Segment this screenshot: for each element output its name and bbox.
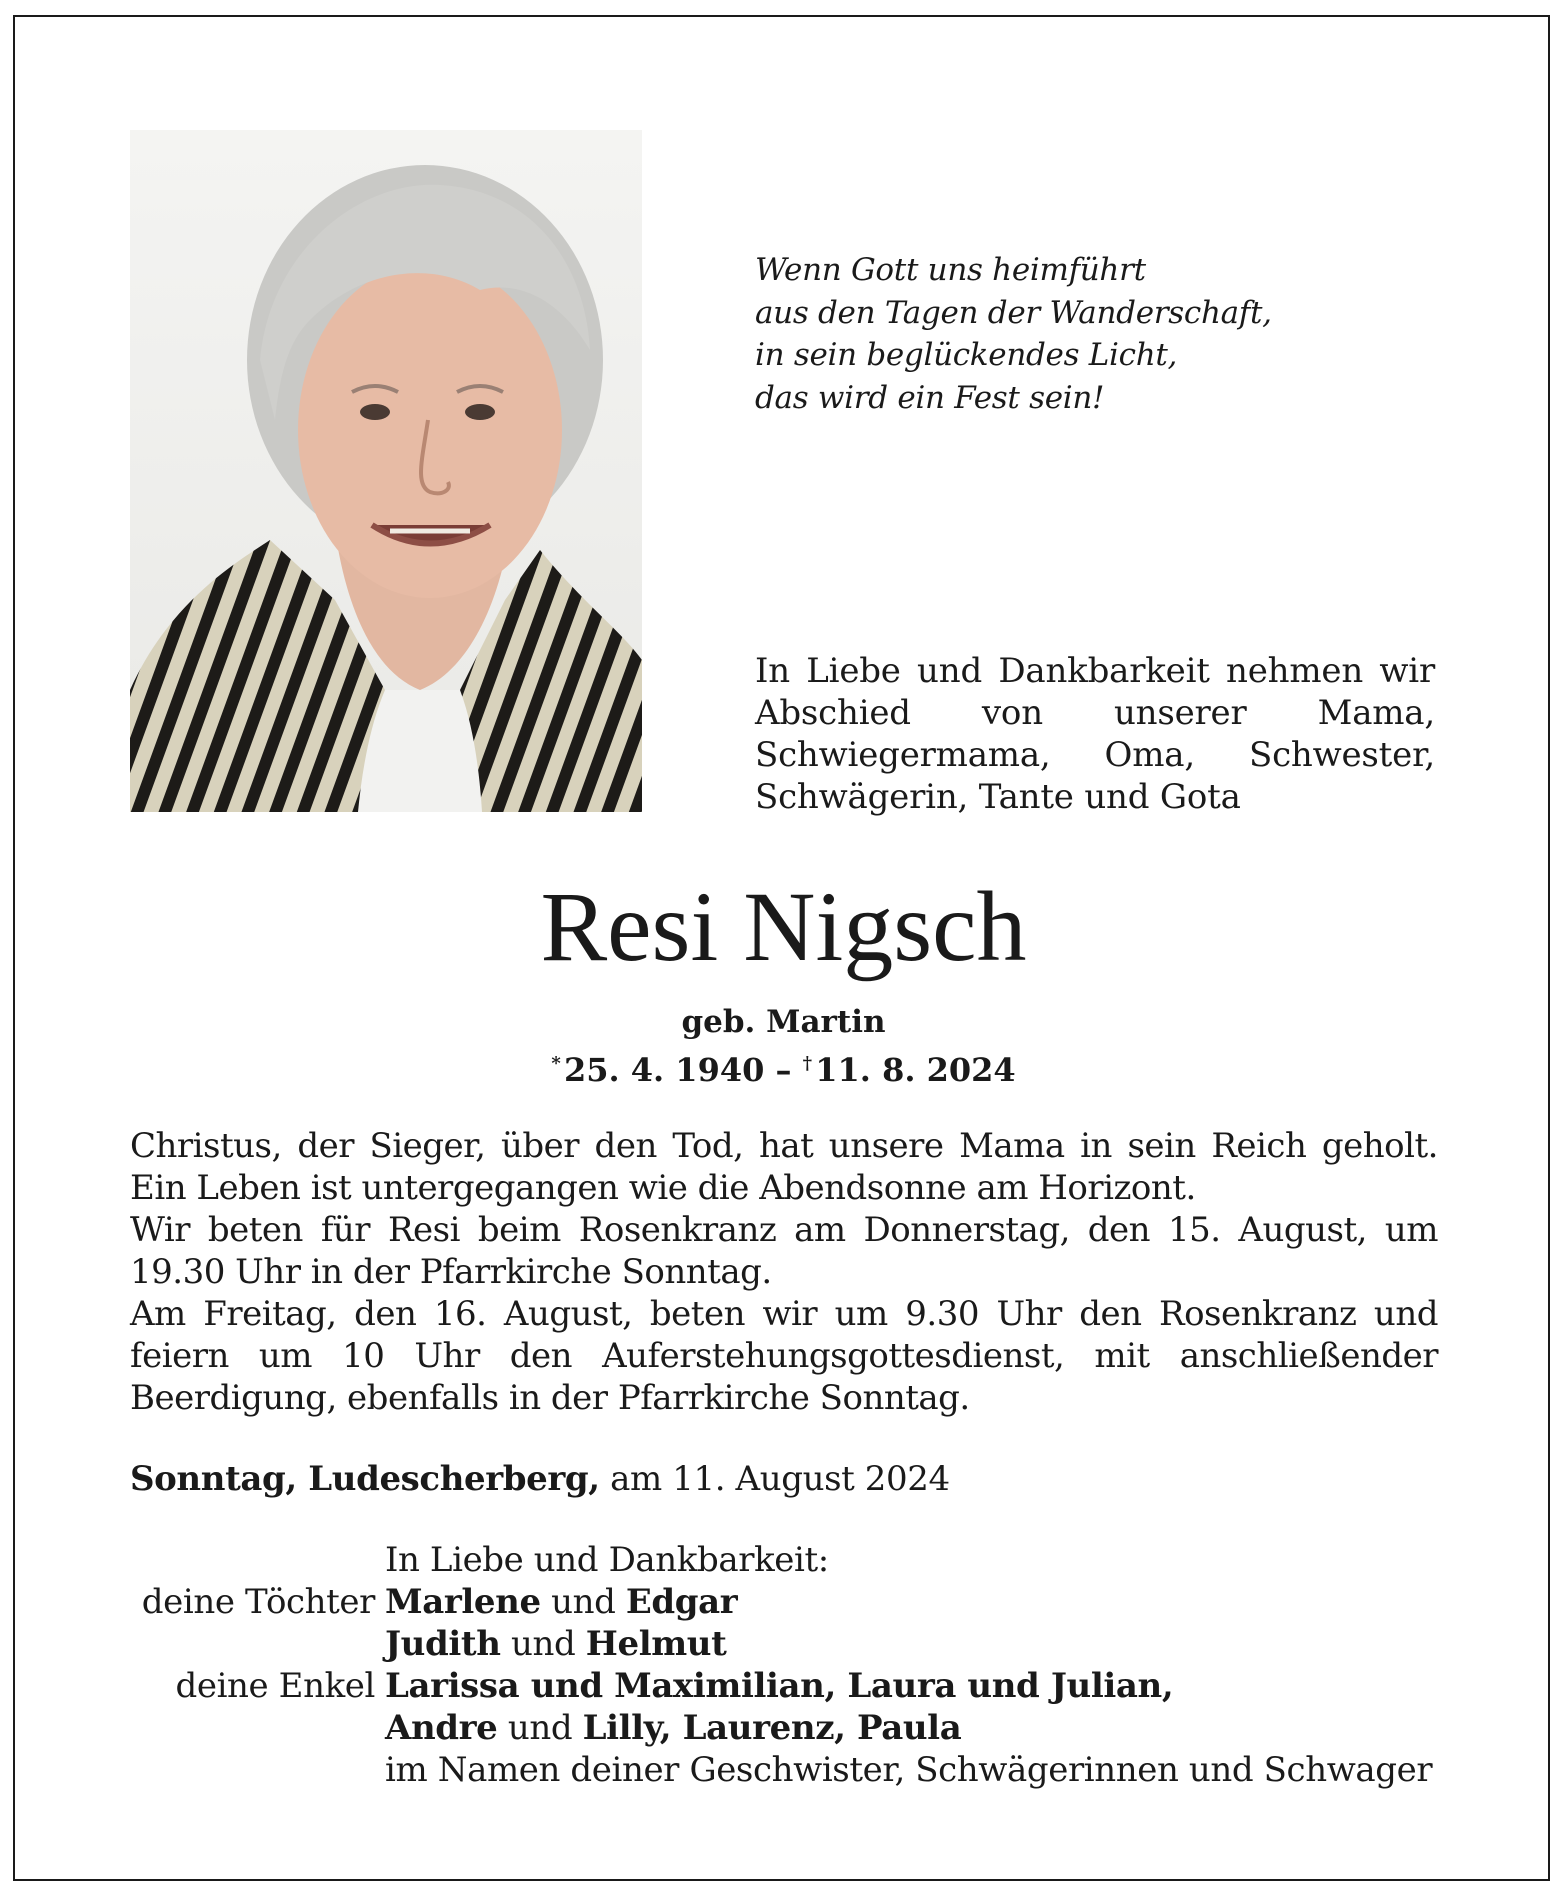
birth-date: 25. 4. 1940	[563, 1051, 765, 1089]
family-row	[130, 1665, 1450, 1707]
family-row	[130, 1749, 1450, 1791]
portrait-image	[130, 130, 642, 812]
body-text	[130, 1125, 1438, 1419]
body-paragraph: Wir beten für Resi beim Rosenkranz am Donnerstag, den 15. August, um 19.30 Uhr in der Pfarrkirche Sonntag.	[130, 1210, 1438, 1292]
portrait-photo	[130, 130, 642, 812]
family-row	[130, 1707, 1450, 1749]
body-paragraph: Christus, der Sieger, über den Tod, hat unsere Mama in sein Reich geholt. Ein Leben ist untergegangen wie die Abendsonne am Horizont.	[130, 1126, 1438, 1208]
family-connector: und	[507, 1708, 573, 1748]
verse-line: aus den Tagen der Wanderschaft,	[755, 294, 1272, 331]
maiden-name: geb. Martin	[681, 1004, 886, 1040]
family-connector: und	[551, 1582, 616, 1622]
birth-symbol: *	[551, 1053, 561, 1074]
death-date: 11. 8. 2024	[815, 1051, 1016, 1089]
intro-text: In Liebe und Dankbarkeit nehmen wir Abschied von unserer Mama, Schwiegermama, Oma, Schwester, Schwägerin, Tante und Gota	[755, 651, 1435, 817]
family-member: Judith	[385, 1624, 501, 1664]
verse	[755, 249, 1455, 419]
family-member: Edgar	[625, 1582, 738, 1622]
grandchildren-label: deine Enkel	[175, 1666, 375, 1706]
family-member: Andre	[385, 1708, 498, 1748]
death-symbol: †	[802, 1053, 813, 1074]
deceased-name: Resi Nigsch	[540, 871, 1027, 982]
date-separator: –	[775, 1051, 792, 1089]
life-dates	[15, 1042, 1552, 1092]
verse-line: in sein beglückendes Licht,	[755, 337, 1178, 373]
family-row	[130, 1539, 1450, 1581]
place-and-date	[130, 1457, 1430, 1501]
family-list	[130, 1539, 1450, 1791]
place-date: am 11. August 2024	[610, 1459, 950, 1499]
family-member: Lilly, Laurenz, Paula	[582, 1708, 962, 1748]
family-closing: im Namen deiner Geschwister, Schwägerinnen und Schwager	[385, 1750, 1433, 1790]
obituary-card	[13, 15, 1550, 1881]
family-connector: und	[510, 1624, 576, 1664]
daughters-label: deine Töchter	[141, 1582, 375, 1622]
verse-line: Wenn Gott uns heimführt	[755, 252, 1146, 288]
family-member: Marlene	[385, 1582, 541, 1622]
family-member: Helmut	[585, 1624, 727, 1664]
family-row	[130, 1581, 1450, 1623]
place-location: Sonntag, Ludescherberg,	[130, 1459, 600, 1499]
family-row	[130, 1623, 1450, 1665]
family-member: Larissa und Maximilian, Laura und Julian,	[385, 1666, 1174, 1706]
body-paragraph: Am Freitag, den 16. August, beten wir um 9.30 Uhr den Rosenkranz und feiern um 10 Uhr den Auferstehungsgottesdienst, mit anschließender Beerdigung, ebenfalls in der Pfarrkirche Sonntag.	[130, 1294, 1438, 1418]
family-heading: In Liebe und Dankbarkeit:	[385, 1540, 829, 1580]
verse-line: das wird ein Fest sein!	[755, 379, 1105, 416]
